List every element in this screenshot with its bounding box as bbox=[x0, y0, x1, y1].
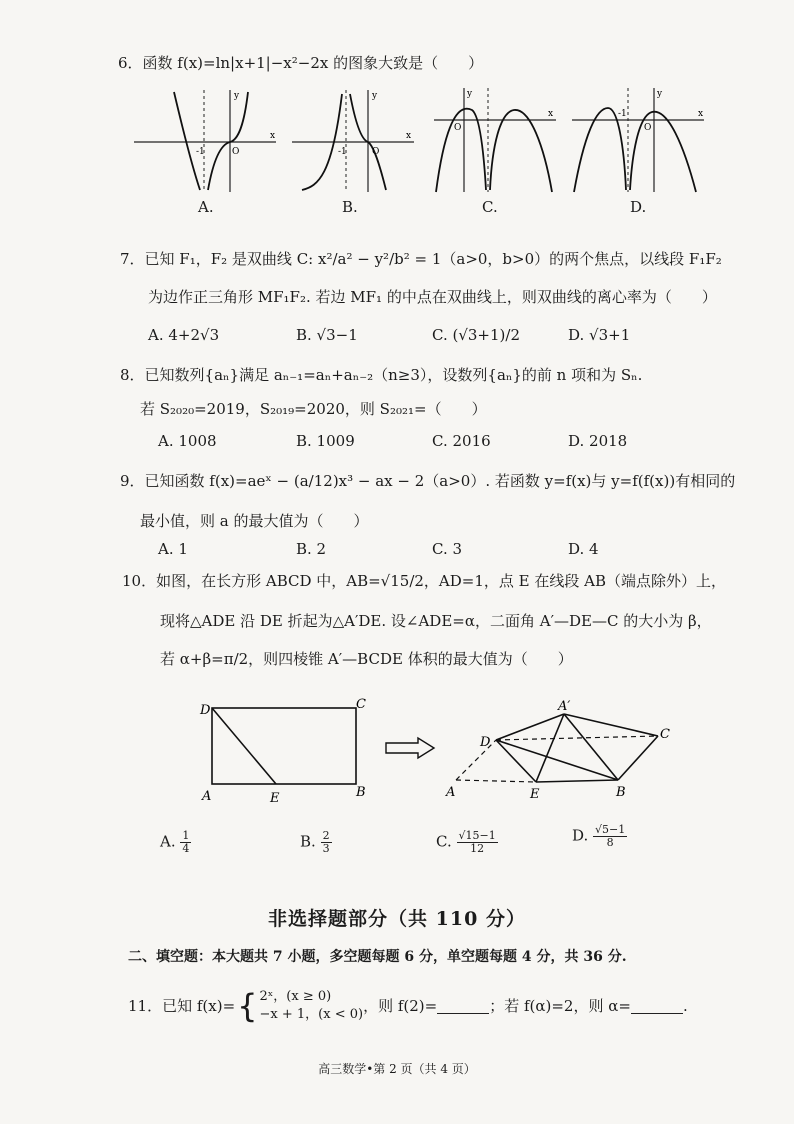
label-c-folded: C bbox=[660, 727, 670, 742]
q6-graph-c bbox=[430, 86, 560, 196]
svg-text:x: x bbox=[406, 131, 412, 141]
q9-line2: 最小值，则 a 的最大值为（ ） bbox=[140, 512, 369, 530]
svg-text:x: x bbox=[270, 131, 276, 141]
q9-line1: 9．已知函数 f(x)=aeˣ − (a/12)x³ − ax − 2（a>0）. 若函数 y=f(x)与 y=f(f(x))有相同的 bbox=[120, 472, 736, 490]
q7-line1: 7．已知 F₁，F₂ 是双曲线 C: x²/a² − y²/b² = 1（a>0，b>0）的两个焦点，以线段 F₁F₂ bbox=[120, 250, 722, 268]
part2-heading: 二、填空题：本大题共 7 小题，多空题每题 6 分，单空题每题 4 分，共 36 分. bbox=[128, 949, 627, 965]
q10-option-a: A. $\frac{1}{4}$ bbox=[160, 829, 190, 855]
q11-mid: ，则 f(2)= bbox=[363, 997, 438, 1015]
q6-stem: 6．函数 f(x)=ln|x+1|−x²−2x 的图象大致是（ ） bbox=[118, 54, 484, 72]
q10-line3: 若 α+β=π/2，则四棱锥 A′—BCDE 体积的最大值为（ ） bbox=[160, 650, 573, 668]
section-title: 非选择题部分（共 110 分） bbox=[268, 908, 526, 930]
svg-text:y: y bbox=[234, 91, 240, 101]
q11-blank-1[interactable] bbox=[437, 999, 489, 1014]
q11-prefix: 11．已知 f(x)= bbox=[128, 997, 236, 1015]
label-e-folded: E bbox=[530, 787, 540, 802]
q10-line2: 现将△ADE 沿 DE 折起为△A′DE. 设∠ADE=α，二面角 A′—DE—C 的大小为 β， bbox=[160, 612, 712, 630]
q8-option-d: D. 2018 bbox=[568, 432, 628, 450]
q7-line2: 为边作正三角形 MF₁F₂. 若边 MF₁ 的中点在双曲线上，则双曲线的离心率为（ ） bbox=[148, 288, 717, 306]
svg-text:O: O bbox=[372, 147, 380, 157]
svg-text:O: O bbox=[454, 123, 462, 133]
q6-graph-d bbox=[568, 86, 708, 196]
label-d-folded: D bbox=[480, 735, 491, 750]
label-e: E bbox=[270, 791, 280, 806]
q6-graph-b bbox=[288, 86, 418, 196]
fold-arrow-icon bbox=[384, 736, 436, 760]
q8-option-a: A. 1008 bbox=[158, 432, 217, 450]
q8-option-c: C. 2016 bbox=[432, 432, 491, 450]
q6-option-c: C. bbox=[482, 198, 498, 216]
q9-option-a: A. 1 bbox=[158, 540, 188, 558]
q11-cases bbox=[260, 988, 364, 1024]
q6-graph-a bbox=[130, 86, 280, 196]
svg-text:-1: -1 bbox=[338, 147, 347, 157]
label-a-prime: A′ bbox=[558, 699, 571, 714]
q7-option-a: A. 4+2√3 bbox=[148, 326, 220, 344]
q6-option-a: A. bbox=[198, 198, 214, 216]
q9-option-c: C. 3 bbox=[432, 540, 463, 558]
q10-folded-figure bbox=[440, 696, 680, 806]
q6-option-d: D. bbox=[630, 198, 647, 216]
q10-option-b: B. $\frac{2}{3}$ bbox=[300, 829, 330, 855]
q7-option-b: B. √3−1 bbox=[296, 326, 358, 344]
q10-option-d: D. $\frac{√5-1}{8}$ bbox=[572, 823, 626, 849]
label-d: D bbox=[200, 703, 211, 718]
label-b: B bbox=[356, 785, 366, 800]
q10-option-c: C. $\frac{√15-1}{12}$ bbox=[436, 829, 496, 855]
svg-text:y: y bbox=[467, 89, 473, 99]
q9-option-d: D. 4 bbox=[568, 540, 599, 558]
q11-end: . bbox=[682, 997, 688, 1015]
q11-blank-2[interactable] bbox=[631, 999, 683, 1014]
svg-text:y: y bbox=[657, 89, 663, 99]
q11-mid2: ；若 f(α)=2，则 α= bbox=[489, 997, 631, 1015]
q11 bbox=[128, 988, 688, 1024]
svg-text:-1: -1 bbox=[196, 147, 205, 157]
svg-text:y: y bbox=[372, 91, 378, 101]
q10-line1: 10．如图，在长方形 ABCD 中，AB=√15/2，AD=1，点 E 在线段 AB（端点除外）上， bbox=[122, 572, 727, 590]
svg-text:-1: -1 bbox=[618, 109, 627, 119]
q10-rectangle-figure bbox=[196, 696, 376, 806]
q11-brace: { bbox=[237, 987, 258, 1025]
q7-option-c: C. (√3+1)/2 bbox=[432, 326, 520, 344]
q11-case1: 2ˣ，(x ≥ 0) bbox=[259, 989, 332, 1004]
q6-option-b: B. bbox=[342, 198, 358, 216]
q8-line2: 若 S₂₀₂₀=2019，S₂₀₁₉=2020，则 S₂₀₂₁=（ ） bbox=[140, 400, 487, 418]
svg-text:O: O bbox=[644, 123, 652, 133]
label-a: A bbox=[202, 789, 212, 804]
svg-text:x: x bbox=[548, 109, 554, 119]
q8-option-b: B. 1009 bbox=[296, 432, 355, 450]
svg-text:O: O bbox=[232, 147, 240, 157]
page-footer: 高三数学•第 2 页（共 4 页） bbox=[318, 1062, 476, 1076]
q8-line1: 8．已知数列{aₙ}满足 aₙ₋₁=aₙ+aₙ₋₂（n≥3），设数列{aₙ}的前 n 项和为 Sₙ. bbox=[120, 366, 643, 384]
svg-text:x: x bbox=[698, 109, 704, 119]
q11-case2: −x + 1，(x < 0) bbox=[259, 1007, 364, 1022]
label-a-folded: A bbox=[446, 785, 456, 800]
q7-option-d: D. √3+1 bbox=[568, 326, 631, 344]
label-c: C bbox=[356, 697, 366, 712]
q9-option-b: B. 2 bbox=[296, 540, 327, 558]
label-b-folded: B bbox=[616, 785, 626, 800]
